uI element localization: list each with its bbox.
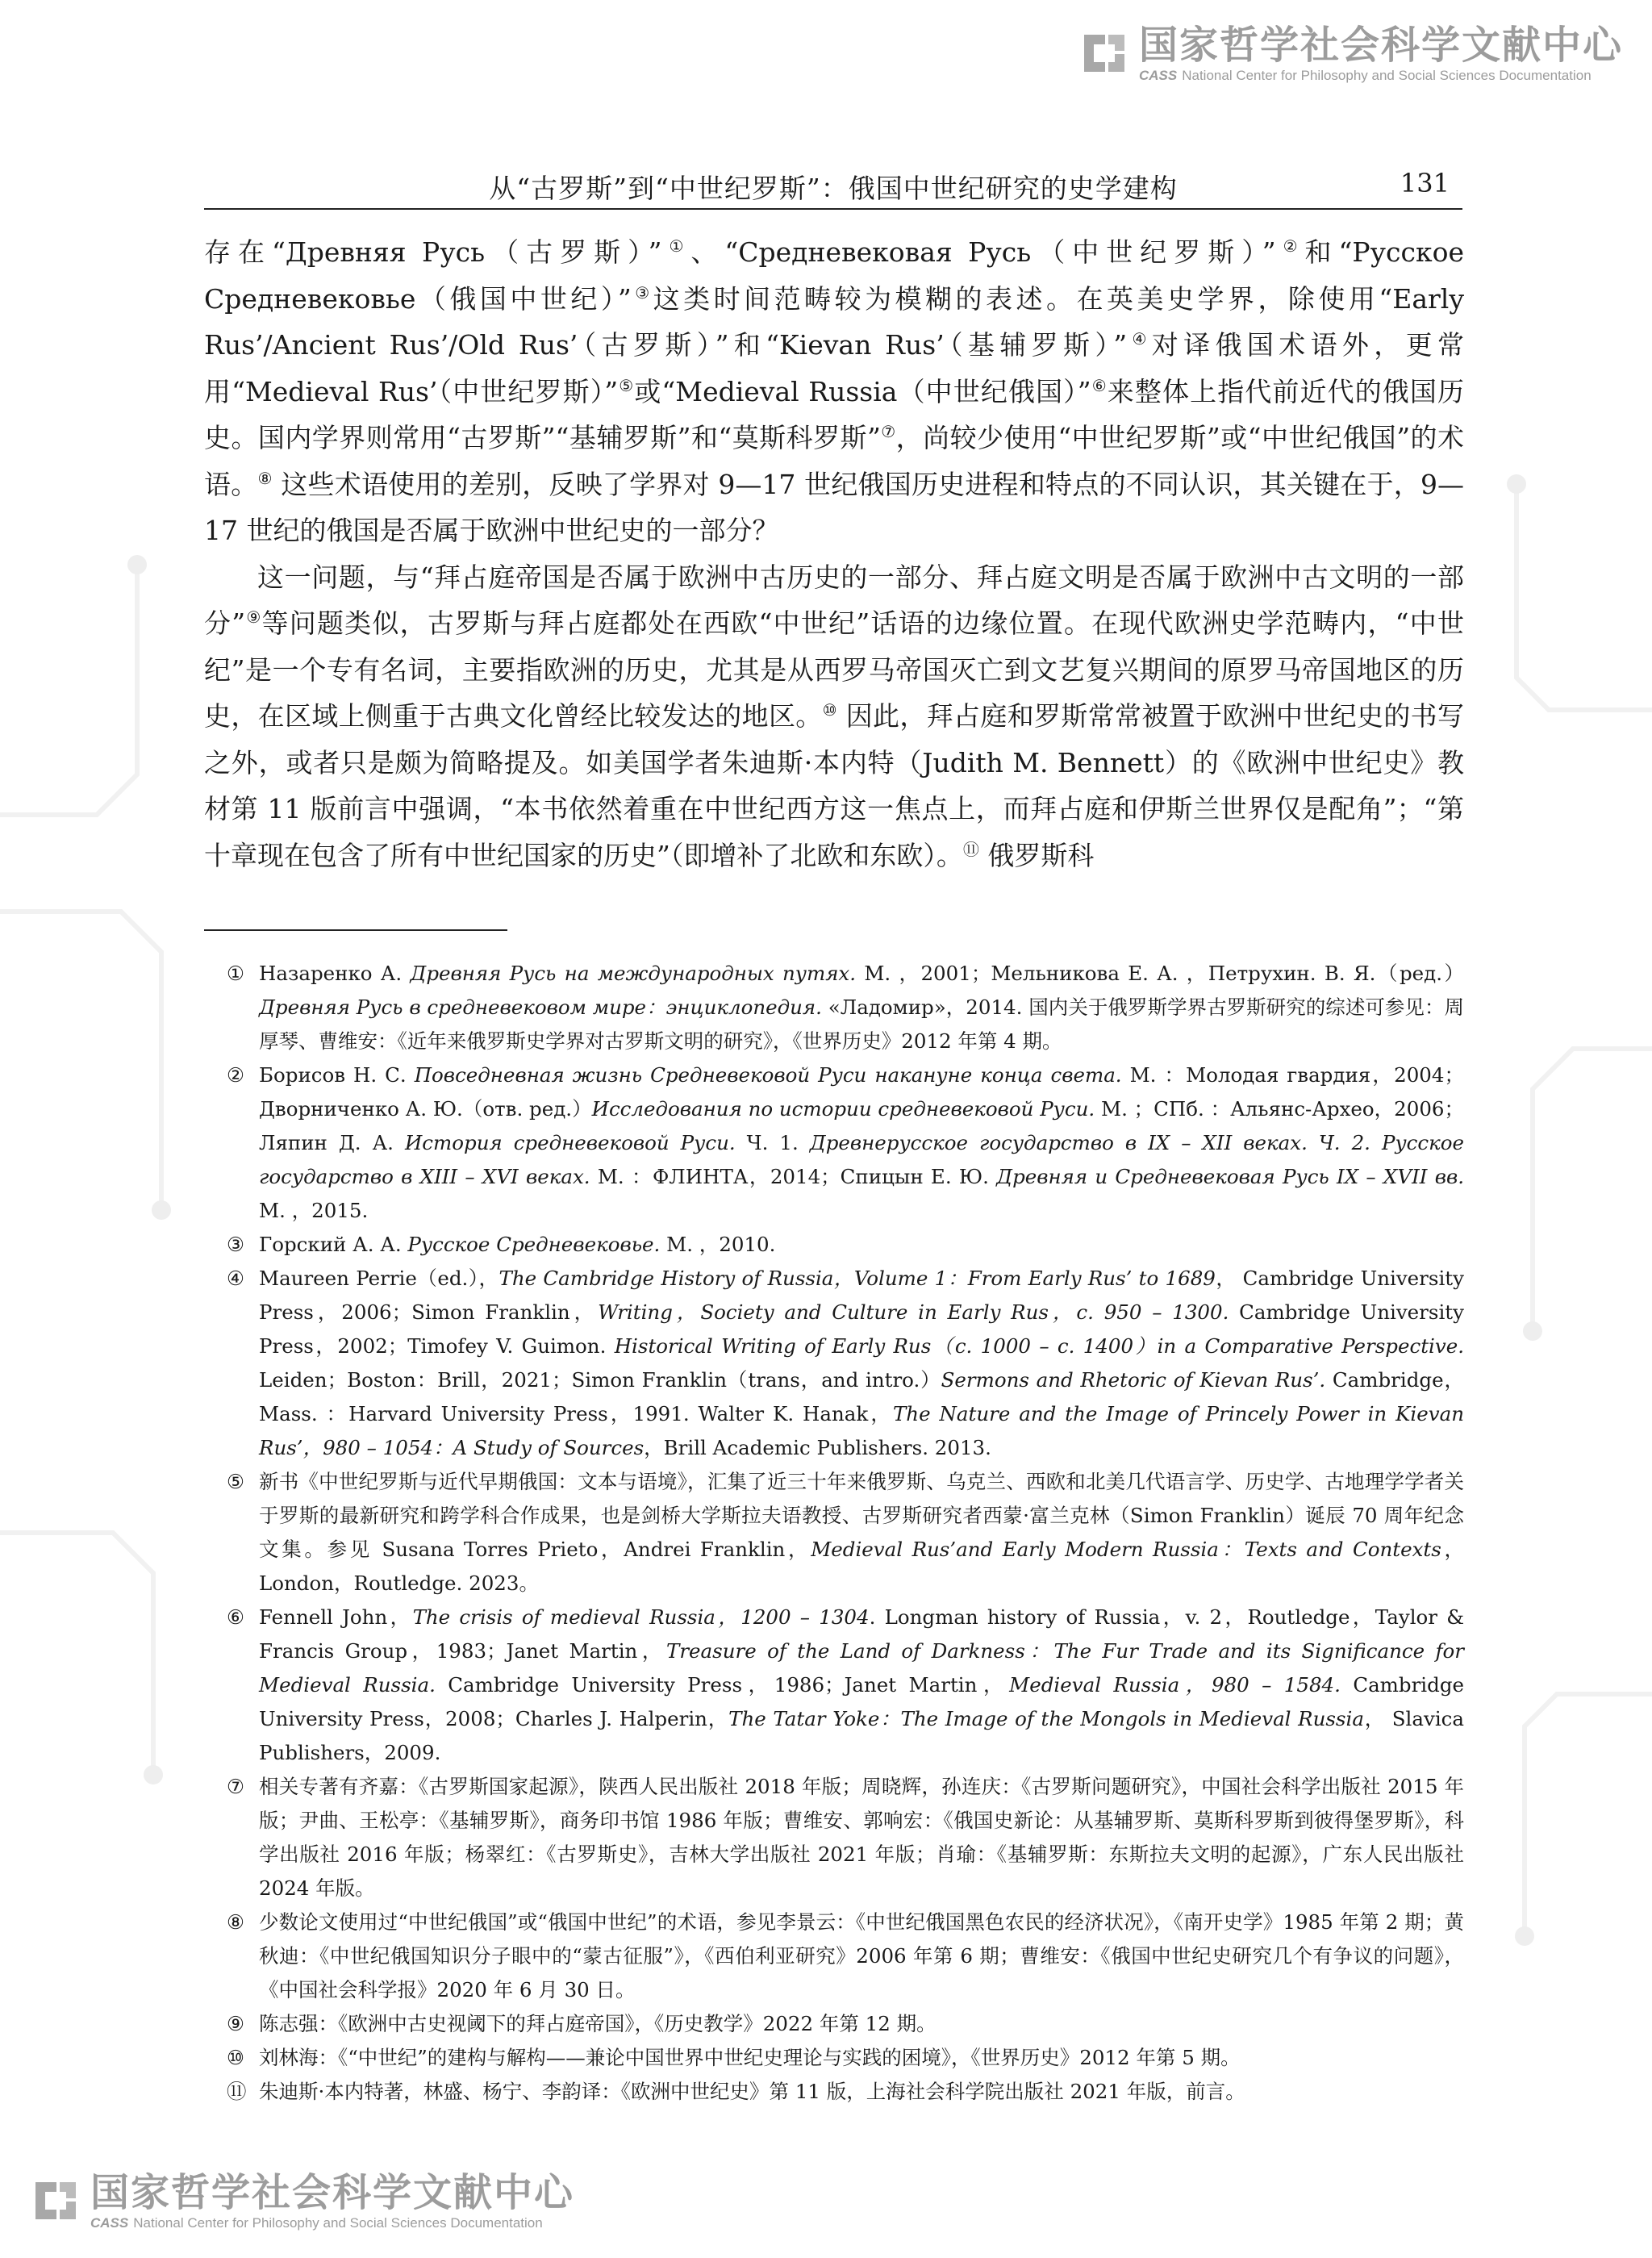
footnote-text-run: Назаренко А. [259, 962, 411, 985]
footnote-title-italic: Древняя и Средневековая Русь IX – XVII вв. [996, 1165, 1465, 1188]
footnote-text-run: М. ：ФЛИНТА，2014；Спицын Е. Ю. [590, 1165, 997, 1188]
cass-logo-icon [1078, 27, 1131, 80]
footnote-item [204, 957, 1464, 1058]
footnote-text [259, 2041, 1464, 2075]
footnote-title-italic: Medieval Russia，980 – 1584. [1009, 1673, 1341, 1697]
text-run: ，尚较少使用“中世纪罗斯”或“中世纪俄国”的术语。 [204, 422, 1464, 500]
body-text [204, 229, 1464, 879]
watermark-logo-bottom [29, 2170, 574, 2231]
footnote-number: ⑧ [227, 1910, 244, 1934]
watermark-abbr: CASS [1138, 68, 1178, 83]
footnote-text-run: Cambridge University Press，2002；Timofey V. Guimon. [259, 1300, 1464, 1358]
footnote-number: ② [227, 1063, 244, 1087]
footnote-text-run: Maureen Perrie（ed.）， [259, 1267, 499, 1290]
footnote-text-run: ，London，Routledge. 2023。 [259, 1538, 1465, 1595]
footnote-ref[interactable]: ⑩ [822, 700, 837, 720]
footnote-text-run: 新书《中世纪罗斯与近代早期俄国：文本与语境》，汇集了近三十年来俄罗斯、乌克兰、西欧和北美几代语言学、历史学、古地理学学者关于罗斯的最新研究和跨学科合作成果，也是剑桥大学斯拉夫语教授、古罗斯研究者西蒙·富兰克林（Simon Franklin）诞辰 70 周年纪念文集。参见 Susana Torres Prieto，Andrei Franklin， [259, 1470, 1464, 1561]
footnote-number: ① [227, 962, 244, 985]
footnote-title-italic: Русское Средневековье. [407, 1233, 661, 1256]
footnote-ref[interactable]: ② [1275, 236, 1305, 256]
footnote-text [259, 1601, 1464, 1770]
footnote-number: ④ [227, 1267, 244, 1290]
footnote-number: ⑥ [227, 1605, 244, 1629]
footnote-ref[interactable]: ⑪ [962, 839, 979, 859]
footnote-text-run: Fennell John， [259, 1605, 413, 1629]
footnote-text-run: 刘林海：《“中世纪”的建构与解构——兼论中国世界中世纪史理论与实践的困境》，《世界历史》2012 年第 5 期。 [259, 2046, 1241, 2069]
footnote-text-run: ， Slavica Publishers，2009. [259, 1707, 1464, 1764]
footnote-item [204, 1058, 1464, 1228]
watermark-name-cn: 国家哲学社会科学文献中心 [90, 2170, 575, 2215]
watermark-name-en-text: National Center for Philosophy and Social Sciences Documentation [1182, 68, 1592, 83]
text-run: 对译俄国术语外，更常用“Medieval Rus’（中世纪罗斯）” [204, 329, 1465, 407]
watermark-name-en [90, 2215, 574, 2231]
cass-logo-icon [29, 2174, 82, 2227]
footnote-text-run: Cambridge University Press，1986；Janet Martin， [435, 1673, 1010, 1697]
text-run: 因此，拜占庭和罗斯常常被置于欧洲中世纪史的书写之外，或者只是颇为简略提及。如美国学者朱迪斯·本内特（Judith M. Bennett）的《欧洲中世纪史》教材第 11 版前言中强调，“本书依然着重在中世纪西方这一焦点上，而拜占庭和伊斯兰世界仅是配角”；“第十章现在包含了所有中世纪国家的历史”（即增补了北欧和东欧）。 [204, 700, 1464, 871]
watermark-name-en [1139, 68, 1623, 84]
footnote-title-italic: The Nature and the Image of Princely Power in Kievan Rus’，980 – 1054：A Study of Sources [259, 1402, 1464, 1459]
watermark-logo-top [1078, 23, 1623, 84]
footnote-title-italic: Sermons and Rhetoric of Kievan Rus’. [941, 1368, 1326, 1392]
footnote-text-run: . Longman history of Russia，v. 2，Routledge，Taylor & Francis Group，1983；Janet Martin， [259, 1605, 1464, 1663]
footnote-text-run: 相关专著有齐嘉：《古罗斯国家起源》，陕西人民出版社 2018 年版；周晓辉，孙连庆：《古罗斯问题研究》，中国社会科学出版社 2015 年版；尹曲、王松亭：《基辅罗斯》，商务印书馆 1986 年版；曹维安、郭响宏：《俄国史新论：从基辅罗斯、莫斯科罗斯到彼得堡罗斯》，科学出版社 2016 年版；杨翠红：《古罗斯史》，吉林大学出版社 2021 年版；肖瑜：《基辅罗斯：东斯拉夫文明的起源》，广东人民出版社 2024 年版。 [259, 1775, 1464, 1900]
text-run: 俄罗斯科 [978, 839, 1095, 871]
text-run: 和“Русское Средневековье（俄国中世纪）” [204, 236, 1465, 315]
footnote-text-run: М. ；СПб. ：Альянс-Архео，2006；Ляпин Д. А. [259, 1097, 1464, 1154]
footnote-number: ⑨ [227, 2012, 244, 2035]
watermark-name-cn: 国家哲学社会科学文献中心 [1138, 23, 1623, 68]
paragraph-1 [204, 229, 1464, 554]
footnote-title-italic: The crisis of medieval Russia，1200 – 1304 [412, 1605, 870, 1629]
text-run: 这类时间范畴较为模糊的表述。在英美史学界，除使用“Early Rus’/Ancient Rus’/Old Rus’（古罗斯）”和“Kievan Rus’（基辅罗斯）” [204, 282, 1465, 361]
footnote-item [204, 1905, 1464, 2007]
footnote-item [204, 1228, 1464, 1262]
footnote-title-italic: История средневековой Руси. [404, 1131, 736, 1154]
footnote-title-italic: Historical Writing of Early Rus（c. 1000 – c. 1400）in a Comparative Perspective. [614, 1334, 1464, 1358]
footnote-text-run: 朱迪斯·本内特著，林盛、杨宁、李韵译：《欧洲中世纪史》第 11 版，上海社会科学院出版社 2021 年版，前言。 [259, 2080, 1245, 2103]
footnote-text [259, 1262, 1464, 1465]
footnote-text [259, 1465, 1464, 1601]
footnote-title-italic: Повседневная жизнь Средневековой Руси накануне конца света. [414, 1063, 1122, 1087]
text-run: 来整体上指代前近代的俄国历史。国内学界则常用“古罗斯”“基辅罗斯”和“莫斯科罗斯” [204, 375, 1465, 453]
watermark-name-en-text: National Center for Philosophy and Social Sciences Documentation [133, 2215, 543, 2231]
footnote-number: ⑤ [227, 1470, 244, 1493]
footnote-text-run: 陈志强：《欧洲中古史视阈下的拜占庭帝国》，《历史教学》2022 年第 12 期。 [259, 2012, 937, 2035]
footnote-text-run: М. ，2015. [259, 1199, 369, 1222]
footnote-text-run: Ч. 1. [735, 1131, 810, 1154]
footnote-text-run: М. ，2001；Мельникова Е. А. ，Петрухин. В. Я.（ред.） [856, 962, 1464, 985]
footnote-text-run: Горский А. А. [259, 1233, 408, 1256]
footnote-title-italic: Древняя Русь на международных путях. [410, 962, 857, 985]
footnote-item [204, 2075, 1464, 2109]
footnote-divider [204, 929, 507, 931]
footnote-item [204, 1465, 1464, 1601]
footnote-text-run: 少数论文使用过“中世纪俄国”或“俄国中世纪”的术语，参见李景云：《中世纪俄国黑色农民的经济状况》，《南开史学》1985 年第 2 期；黄秋迪：《中世纪俄国知识分子眼中的“蒙古征服”》，《西伯利亚研究》2006 年第 6 期；曹维安：《俄国中世纪史研究几个有争议的问题》，《中国社会科学报》2020 年 6 月 30 日。 [259, 1910, 1464, 2001]
footnote-text-run: «Ладомир»，2014. 国内关于俄罗斯学界古罗斯研究的综述可参见：周厚琴、曹维安：《近年来俄罗斯史学界对古罗斯文明的研究》，《世界历史》2012 年第 4 期。 [259, 995, 1464, 1053]
footnote-text-run: ，Brill Academic Publishers. 2013. [644, 1436, 991, 1459]
text-run: 这些术语使用的差别，反映了学界对 9—17 世纪俄国历史进程和特点的不同认识，其关键在于，9—17 世纪的俄国是否属于欧洲中世纪史的一部分？ [204, 468, 1465, 546]
footnote-title-italic: Древнерусское государство в IX – XII веках. Ч. 2. Русское государство в XIII – XVI веках. [259, 1131, 1464, 1188]
footnote-text [259, 1058, 1464, 1228]
footnote-title-italic: Исследования по истории средневековой Руси. [591, 1097, 1095, 1121]
footnote-text-run: Cambridge，Mass. ：Harvard University Press，1991. Walter K. Hanak， [259, 1368, 1465, 1425]
footnote-ref[interactable]: ⑨ [245, 607, 262, 627]
footnote-ref[interactable]: ③ [631, 282, 653, 303]
footnote-item [204, 1601, 1464, 1770]
footnote-ref[interactable]: ⑥ [1091, 375, 1108, 395]
running-header [204, 161, 1462, 210]
running-title: 从“古罗斯”到“中世纪罗斯”：俄国中世纪研究的史学建构 [489, 173, 1178, 204]
footnote-number: ⑦ [227, 1775, 244, 1798]
footnote-ref[interactable]: ⑧ [257, 468, 273, 488]
footnote-text-run: Cambridge University Press，2008；Charles J. Halperin， [259, 1673, 1465, 1730]
text-run: 等问题类似，古罗斯与拜占庭都处在西欧“中世纪”话语的边缘位置。在现代欧洲史学范畴内，“中世纪”是一个专有名词，主要指欧洲的历史，尤其是从西罗马帝国灭亡到文艺复兴期间的原罗马帝国地区的历史，在区域上侧重于古典文化曾经比较发达的地区。 [204, 607, 1465, 732]
watermark-abbr: CASS [90, 2215, 129, 2231]
footnote-title-italic: Medieval Rus’and Early Modern Russia：Texts and Contexts [811, 1538, 1441, 1561]
footnote-title-italic: Writing，Society and Culture in Early Rus，c. 950 – 1300. [598, 1300, 1229, 1324]
footnote-title-italic: Treasure of the Land of Darkness：The Fur Trade and its Significance for Medieval Russia. [259, 1639, 1464, 1697]
footnote-item [204, 2041, 1464, 2075]
footnote-ref[interactable]: ⑤ [618, 375, 635, 395]
footnote-text [259, 1770, 1464, 1905]
footnote-text-run: Борисов Н. С. [259, 1063, 415, 1087]
footnote-ref[interactable]: ① [661, 236, 691, 256]
footnote-ref[interactable]: ④ [1127, 329, 1152, 349]
footnote-item [204, 1770, 1464, 1905]
footnote-text [259, 1228, 1464, 1262]
footnote-text-run: М. ：Молодая гвардия，2004；Дворниченко А. Ю.（отв. ред.） [259, 1063, 1464, 1121]
footnote-item [204, 1262, 1464, 1465]
footnote-text-run: ， Cambridge University Press，2006；Simon Franklin， [259, 1267, 1464, 1324]
footnote-text-run: М. ，2010. [660, 1233, 776, 1256]
text-run: 存在“Древняя Русь（古罗斯）” [204, 236, 662, 268]
footnote-title-italic: The Tatar Yoke：The Image of the Mongols in Medieval Russia [728, 1707, 1364, 1730]
text-run: 或“Medieval Russia（中世纪俄国）” [634, 375, 1091, 407]
footnote-title-italic: Древняя Русь в средневековом мире：энциклопедия. [259, 995, 822, 1019]
footnotes-list [204, 957, 1464, 2109]
footnote-number: ⑩ [227, 2046, 244, 2069]
footnote-ref[interactable]: ⑦ [880, 422, 896, 441]
footnote-text-run: Leiden；Boston：Brill，2021；Simon Franklin（trans，and intro.） [259, 1368, 941, 1392]
footnote-number: ③ [227, 1233, 244, 1256]
footnote-text [259, 1905, 1464, 2007]
footnote-title-italic: The Cambridge History of Russia，Volume 1：From Early Rus’ to 1689 [499, 1267, 1216, 1290]
footnote-text [259, 2075, 1464, 2109]
footnote-text [259, 2007, 1464, 2041]
paragraph-2 [204, 554, 1464, 879]
footnote-item [204, 2007, 1464, 2041]
footnote-number: ⑪ [227, 2080, 247, 2103]
text-run: 、“Средневековая Русь（中世纪罗斯）” [690, 236, 1276, 268]
text-run: 这一问题，与“拜占庭帝国是否属于欧洲中古历史的一部分、拜占庭文明是否属于欧洲中古文明的一部分” [204, 561, 1464, 639]
page-number: 131 [1400, 168, 1450, 198]
footnote-text [259, 957, 1464, 1058]
